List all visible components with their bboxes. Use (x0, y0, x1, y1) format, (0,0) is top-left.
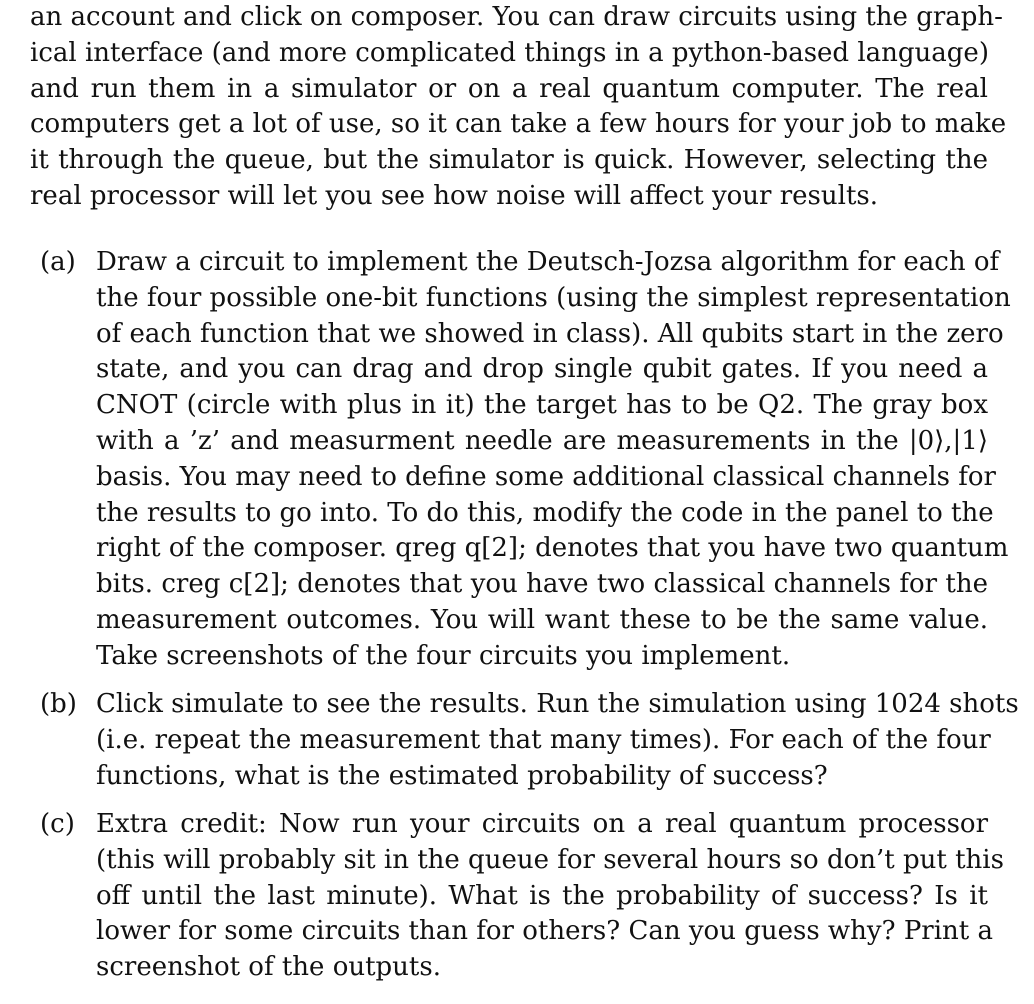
item-line: functions, what is the estimated probability of success? (96, 760, 828, 791)
item-line: screenshot of the outputs. (96, 952, 441, 983)
item-line: bits. creg c[2]; denotes that you have two classical channels for the (96, 569, 988, 600)
intro-line: and run them in a simulator or on a real quantum computer. The real (30, 73, 988, 104)
item-line: state, and you can drag and drop single qubit gates. If you need a (96, 354, 988, 385)
item-line: basis. You may need to define some additional classical channels for (96, 461, 996, 492)
item-line: lower for some circuits than for others? Can you guess why? Print a (96, 916, 994, 947)
item-line: right of the composer. qreg q[2]; denotes that you have two quantum (96, 533, 1009, 564)
item-line: Take screenshots of the four circuits you implement. (96, 640, 791, 671)
item-marker: (b) (40, 689, 77, 719)
item-line: Click simulate to see the results. Run the simulation using 1024 shots (96, 689, 1019, 719)
item-line: of each function that we showed in class). All qubits start in the zero (96, 318, 1004, 349)
item-line: with a ’z’ and measurment needle are measurements in the |0⟩,|1⟩ (96, 425, 988, 456)
intro-line: computers get a lot of use, so it can take a few hours for your job to make (30, 109, 1007, 140)
item-line: (i.e. repeat the measurement that many times). For each of the four (96, 724, 991, 755)
item-line: (this will probably sit in the queue for several hours so don’t put this (96, 844, 1004, 875)
item-line: off until the last minute). What is the probability of success? Is it (96, 880, 988, 911)
item-text (96, 687, 1019, 794)
intro-line: ical interface (and more complicated things in a python-based language) (30, 37, 989, 68)
intro-line: an account and click on composer. You can draw circuits using the graph- (30, 2, 1003, 32)
intro-line: it through the queue, but the simulator is quick. However, selecting the (30, 145, 988, 176)
item-line: the results to go into. To do this, modify the code in the panel to the (96, 497, 994, 528)
item-line: the four possible one-bit functions (using the simplest representation (96, 282, 1011, 313)
item-marker: (a) (40, 247, 76, 277)
item-line: Draw a circuit to implement the Deutsch-Jozsa algorithm for each of (96, 247, 1000, 277)
item-line: Extra credit: Now run your circuits on a real quantum processor (96, 809, 988, 839)
intro-line: real processor will let you see how noise will affect your results. (30, 180, 878, 211)
item-line: measurement outcomes. You will want these to be the same value. (96, 604, 988, 635)
intro-paragraph (30, 0, 1007, 215)
item-text (96, 807, 1004, 986)
item-line: CNOT (circle with plus in it) the target has to be Q2. The gray box (96, 390, 988, 421)
item-marker: (c) (40, 809, 75, 839)
item-text (96, 245, 1011, 675)
